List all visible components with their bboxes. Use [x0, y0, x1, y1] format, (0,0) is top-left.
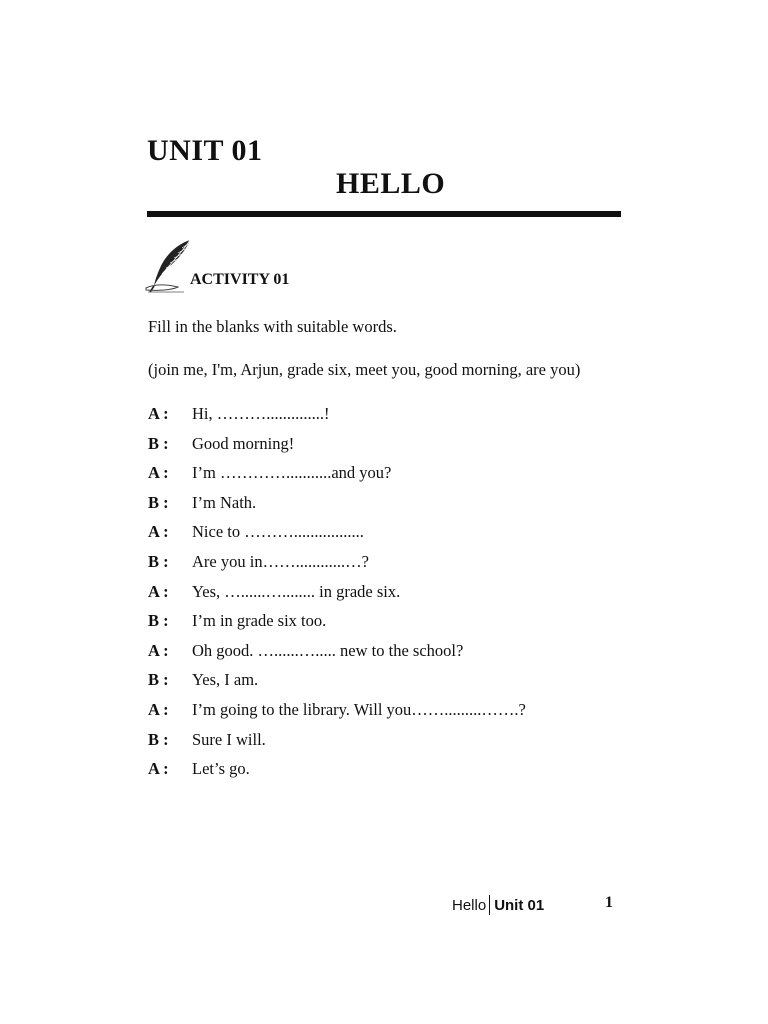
line-text: Yes, …......…........ in grade six.	[192, 581, 401, 601]
speaker-label: B :	[148, 729, 169, 749]
quill-pen-icon	[144, 238, 196, 294]
speaker-label: A :	[148, 759, 169, 779]
instruction-text: Fill in the blanks with suitable words.	[148, 317, 397, 336]
dialogue-line	[148, 761, 526, 791]
word-bank: (join me, I'm, Arjun, grade six, meet you, good morning, are you)	[148, 360, 581, 379]
line-text: Oh good. …......…..... new to the school?	[192, 640, 464, 660]
line-text: I’m Nath.	[192, 492, 257, 512]
dialogue-line	[148, 729, 526, 762]
line-text: Hi, ………..............!	[192, 404, 330, 423]
line-text: Let’s go.	[192, 759, 250, 779]
dialogue-line	[148, 699, 526, 732]
line-text: Sure I will.	[192, 729, 266, 749]
line-text: I’m …………...........and you?	[192, 463, 392, 483]
dialogue-line	[148, 433, 526, 466]
speaker-label: A :	[148, 640, 169, 660]
speaker-label: B :	[148, 492, 169, 512]
speaker-label: B :	[148, 551, 169, 571]
speaker-label: B :	[148, 611, 169, 631]
speaker-label: A :	[148, 581, 169, 601]
speaker-label: A :	[148, 699, 169, 719]
speaker-label: B :	[148, 670, 169, 690]
line-text: I’m in grade six too.	[192, 611, 327, 631]
dialogue-list	[148, 406, 526, 791]
dialogue-line	[148, 581, 526, 614]
dialogue-line	[148, 551, 526, 584]
footer-separator	[489, 895, 490, 915]
activity-title: ACTIVITY 01	[190, 271, 290, 288]
dialogue-line	[148, 672, 526, 702]
unit-title: UNIT 01	[147, 134, 263, 167]
dialogue-line	[148, 492, 526, 525]
dialogue-line	[148, 465, 526, 495]
speaker-label: A :	[148, 404, 169, 423]
line-text: Good morning!	[192, 433, 295, 453]
dialogue-line	[148, 640, 526, 673]
line-text: I’m going to the library. Will you…….........…….?	[192, 699, 526, 719]
dialogue-line	[148, 613, 526, 643]
footer-unit: Unit 01	[494, 896, 545, 914]
footer-lesson: Hello	[452, 896, 487, 914]
page-footer	[452, 895, 544, 915]
title-divider	[147, 211, 621, 217]
dialogue-line	[148, 406, 526, 436]
line-text: Are you in……............…?	[192, 551, 369, 571]
page-number: 1	[605, 894, 613, 911]
speaker-label: A :	[148, 463, 169, 483]
line-text: Nice to ……….................	[192, 522, 364, 542]
line-text: Yes, I am.	[192, 670, 259, 690]
speaker-label: A :	[148, 522, 169, 542]
speaker-label: B :	[148, 433, 169, 453]
dialogue-line	[148, 524, 526, 554]
lesson-title: HELLO	[336, 167, 446, 200]
